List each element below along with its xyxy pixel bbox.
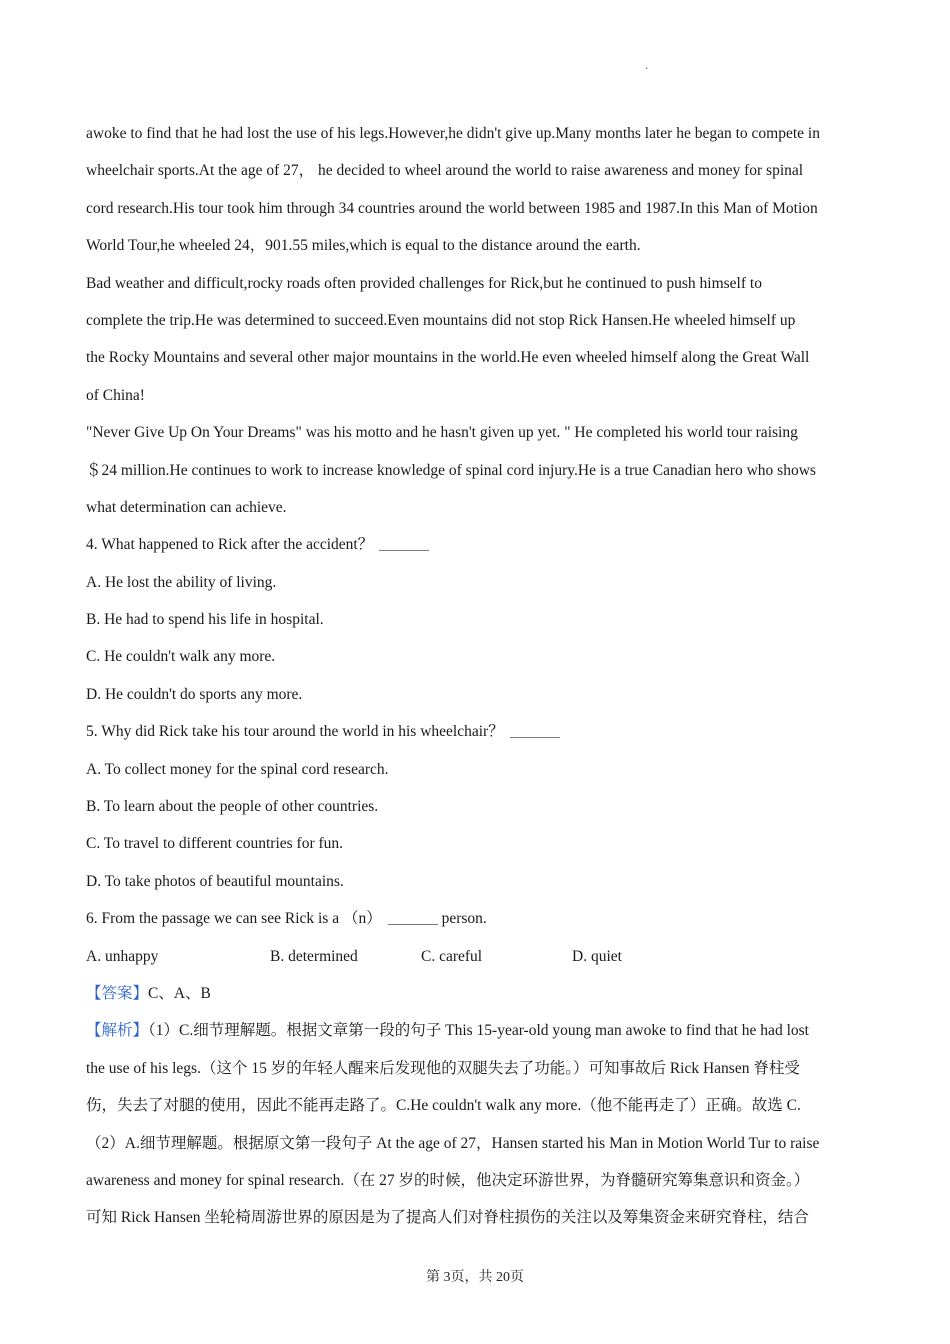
passage-line: the Rocky Mountains and several other major mountains in the world.He even wheeled himself along the Great Wall	[86, 349, 810, 367]
question-4-text: 4. What happened to Rick after the accident？	[86, 536, 374, 554]
passage-line: cord research.His tour took him through 34 countries around the world between 1985 and 1987.In this Man of Motion	[86, 199, 818, 217]
option: A. To collect money for the spinal cord research.	[86, 760, 389, 778]
question-6	[86, 900, 868, 975]
passage-line: wheelchair sports.At the age of 27， he decided to wheel around the world to raise awareness and money for spinal	[86, 162, 804, 180]
options-row	[86, 938, 868, 975]
answer-blank	[510, 723, 560, 738]
option: A. unhappy	[86, 947, 159, 965]
reading-passage	[86, 115, 868, 526]
option: C. careful	[421, 947, 483, 965]
analysis-line: （1）C.细节理解题。根据文章第一段的句子 This 15-year-old young man awoke to find that he had lost	[148, 1022, 809, 1040]
page-footer: 第 3页，共 20页	[426, 1270, 524, 1285]
option: B. To learn about the people of other countries.	[86, 798, 379, 816]
analysis-tag: 【解析】	[86, 1022, 149, 1040]
option: B. He had to spend his life in hospital.	[86, 611, 324, 629]
question-6-text-before: 6. From the passage we can see Rick is a （n）	[86, 910, 382, 928]
question-6-text-after: person.	[437, 910, 487, 928]
option: A. He lost the ability of living.	[86, 573, 277, 591]
option: B. determined	[270, 947, 358, 965]
analysis-line: the use of his legs.（这个 15 岁的年轻人醒来后发现他的双腿失去了功能。）可知事故后 Rick Hansen 脊柱受	[86, 1059, 800, 1077]
option: D. quiet	[572, 947, 622, 965]
question-4	[86, 526, 868, 713]
page-content	[86, 115, 868, 1237]
question-stem	[86, 526, 868, 563]
passage-line: what determination can achieve.	[86, 498, 287, 516]
analysis-section	[86, 1012, 868, 1236]
passage-line: "Never Give Up On Your Dreams" was his motto and he hasn't given up yet. " He completed his world tour raising	[86, 424, 798, 442]
option: C. To travel to different countries for fun.	[86, 835, 344, 853]
answer-text: C、A、B	[148, 984, 211, 1002]
analysis-line: （2）A.细节理解题。根据原文第一段句子 At the age of 27，Hansen started his Man in Motion World Tur to raise	[86, 1134, 820, 1152]
answer-section	[86, 975, 868, 1012]
option: D. To take photos of beautiful mountains.	[86, 872, 344, 890]
answer-blank	[388, 910, 438, 925]
answer-blank	[379, 536, 429, 551]
analysis-line: 可知 Rick Hansen 坐轮椅周游世界的原因是为了提高人们对脊柱损伤的关注以及筹集资金来研究脊柱，结合	[86, 1209, 809, 1227]
option: D. He couldn't do sports any more.	[86, 685, 303, 703]
header-mark: .	[645, 58, 648, 72]
question-5-text: 5. Why did Rick take his tour around the world in his wheelchair？	[86, 723, 504, 741]
passage-line: awoke to find that he had lost the use of his legs.However,he didn't give up.Many months later he began to compete in	[86, 125, 820, 142]
passage-line: of China!	[86, 386, 145, 404]
passage-line: ＄24 million.He continues to work to increase knowledge of spinal cord injury.He is a true Canadian hero who shows	[86, 461, 816, 479]
passage-line: Bad weather and difficult,rocky roads often provided challenges for Rick,but he continued to push himself to	[86, 274, 762, 292]
option: C. He couldn't walk any more.	[86, 648, 276, 666]
question-5	[86, 713, 868, 900]
analysis-line: awareness and money for spinal research.（在 27 岁的时候，他决定环游世界，为脊髓研究筹集意识和资金。）	[86, 1171, 810, 1189]
analysis-line: 伤，失去了对腿的使用，因此不能再走路了。C.He couldn't walk any more.（他不能再走了）正确。故选 C.	[86, 1097, 801, 1115]
answer-tag: 【答案】	[86, 984, 149, 1002]
question-stem	[86, 900, 868, 937]
passage-line: World Tour,he wheeled 24，901.55 miles,which is equal to the distance around the earth.	[86, 237, 641, 255]
question-stem	[86, 713, 868, 750]
passage-line: complete the trip.He was determined to succeed.Even mountains did not stop Rick Hansen.He wheeled himself up	[86, 311, 796, 329]
